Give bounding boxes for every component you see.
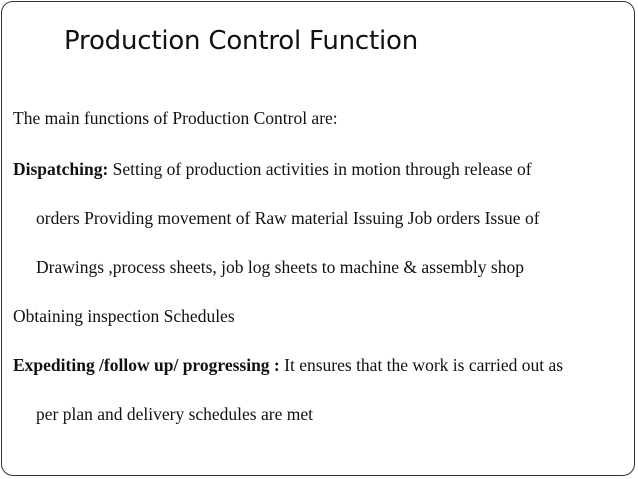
expediting-term: Expediting /follow up/ progressing : (13, 355, 280, 375)
slide-frame (1, 1, 635, 476)
dispatching-desc-1: Setting of production activities in motion through release of (108, 159, 532, 179)
expediting-line-2: per plan and delivery schedules are met (36, 404, 313, 424)
inspection-text: Obtaining inspection Schedules (13, 306, 235, 326)
expediting-desc-1: It ensures that the work is carried out as (279, 355, 564, 375)
dispatching-line-2: orders Providing movement of Raw material Issuing Job orders Issue of (36, 208, 540, 228)
intro-text: The main functions of Production Control are: (13, 108, 338, 128)
expediting-line-1 (13, 355, 563, 376)
dispatching-line-3: Drawings ,process sheets, job log sheets to machine & assembly shop (36, 257, 524, 277)
dispatching-line-1 (13, 159, 532, 180)
slide-title: Production Control Function (64, 26, 419, 56)
dispatching-term: Dispatching: (13, 159, 109, 179)
